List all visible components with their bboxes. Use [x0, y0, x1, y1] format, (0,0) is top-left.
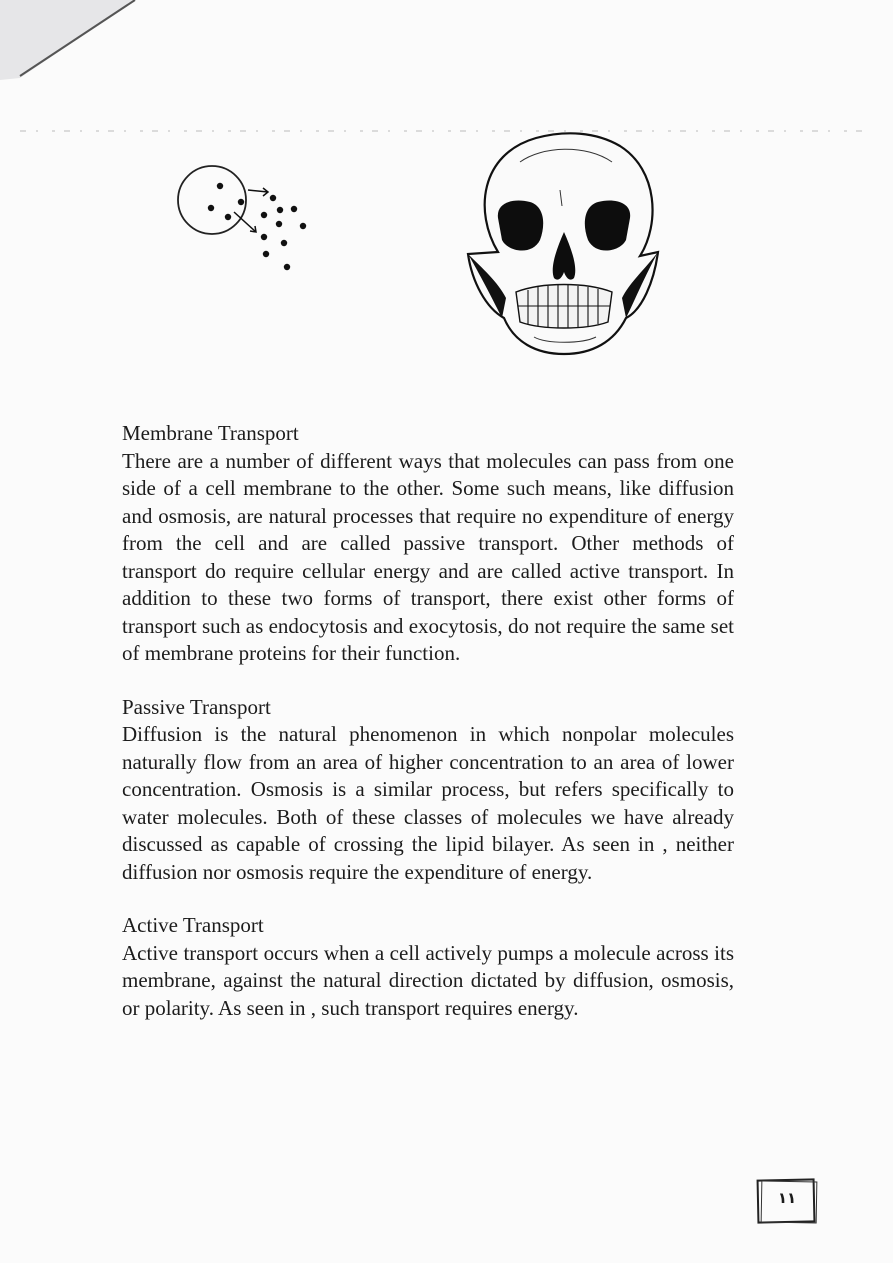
section-paragraph: Active transport occurs when a cell actively pumps a molecule across its membrane, against the natural direction dictated by diffusion, osmosis, or polarity. As seen in , such transport requires energy.	[122, 940, 734, 1020]
page-number-box	[757, 1177, 815, 1223]
section-title: Membrane Transport	[122, 421, 299, 445]
document-body	[122, 420, 734, 1048]
skull-icon	[462, 132, 666, 360]
section-title: Passive Transport	[122, 694, 271, 719]
folded-corner-shadow	[0, 0, 140, 90]
section-active-transport	[122, 912, 734, 1022]
scan-artifact-line	[20, 130, 870, 132]
page-number: ١١	[777, 1189, 797, 1207]
section-paragraph: Diffusion is the natural phenomenon in which nonpolar molecules naturally flow from an area of higher concentration to an area of lower concentration. Osmosis is a similar process, but refers specifically to water molecules. Both of these classes of molecules we have already discussed as capable of crossing the lipid bilayer. As seen in , neither diffusion nor osmosis require the expenditure of energy.	[122, 722, 734, 884]
section-membrane-transport	[122, 420, 734, 668]
diffusion-diagram-icon	[170, 150, 320, 280]
section-passive-transport	[122, 694, 734, 887]
section-title: Active Transport	[122, 913, 264, 937]
section-paragraph: There are a number of different ways that molecules can pass from one side of a cell membrane to the other. Some such means, like diffusion and osmosis, are natural processes that require no expenditure of energy from the cell and are called passive transport. Other methods of transport do require cellular energy and are called active transport. In addition to these two forms of transport, there exist other forms of transport such as endocytosis and exocytosis, do not require the same set of membrane proteins for their function.	[122, 448, 734, 665]
